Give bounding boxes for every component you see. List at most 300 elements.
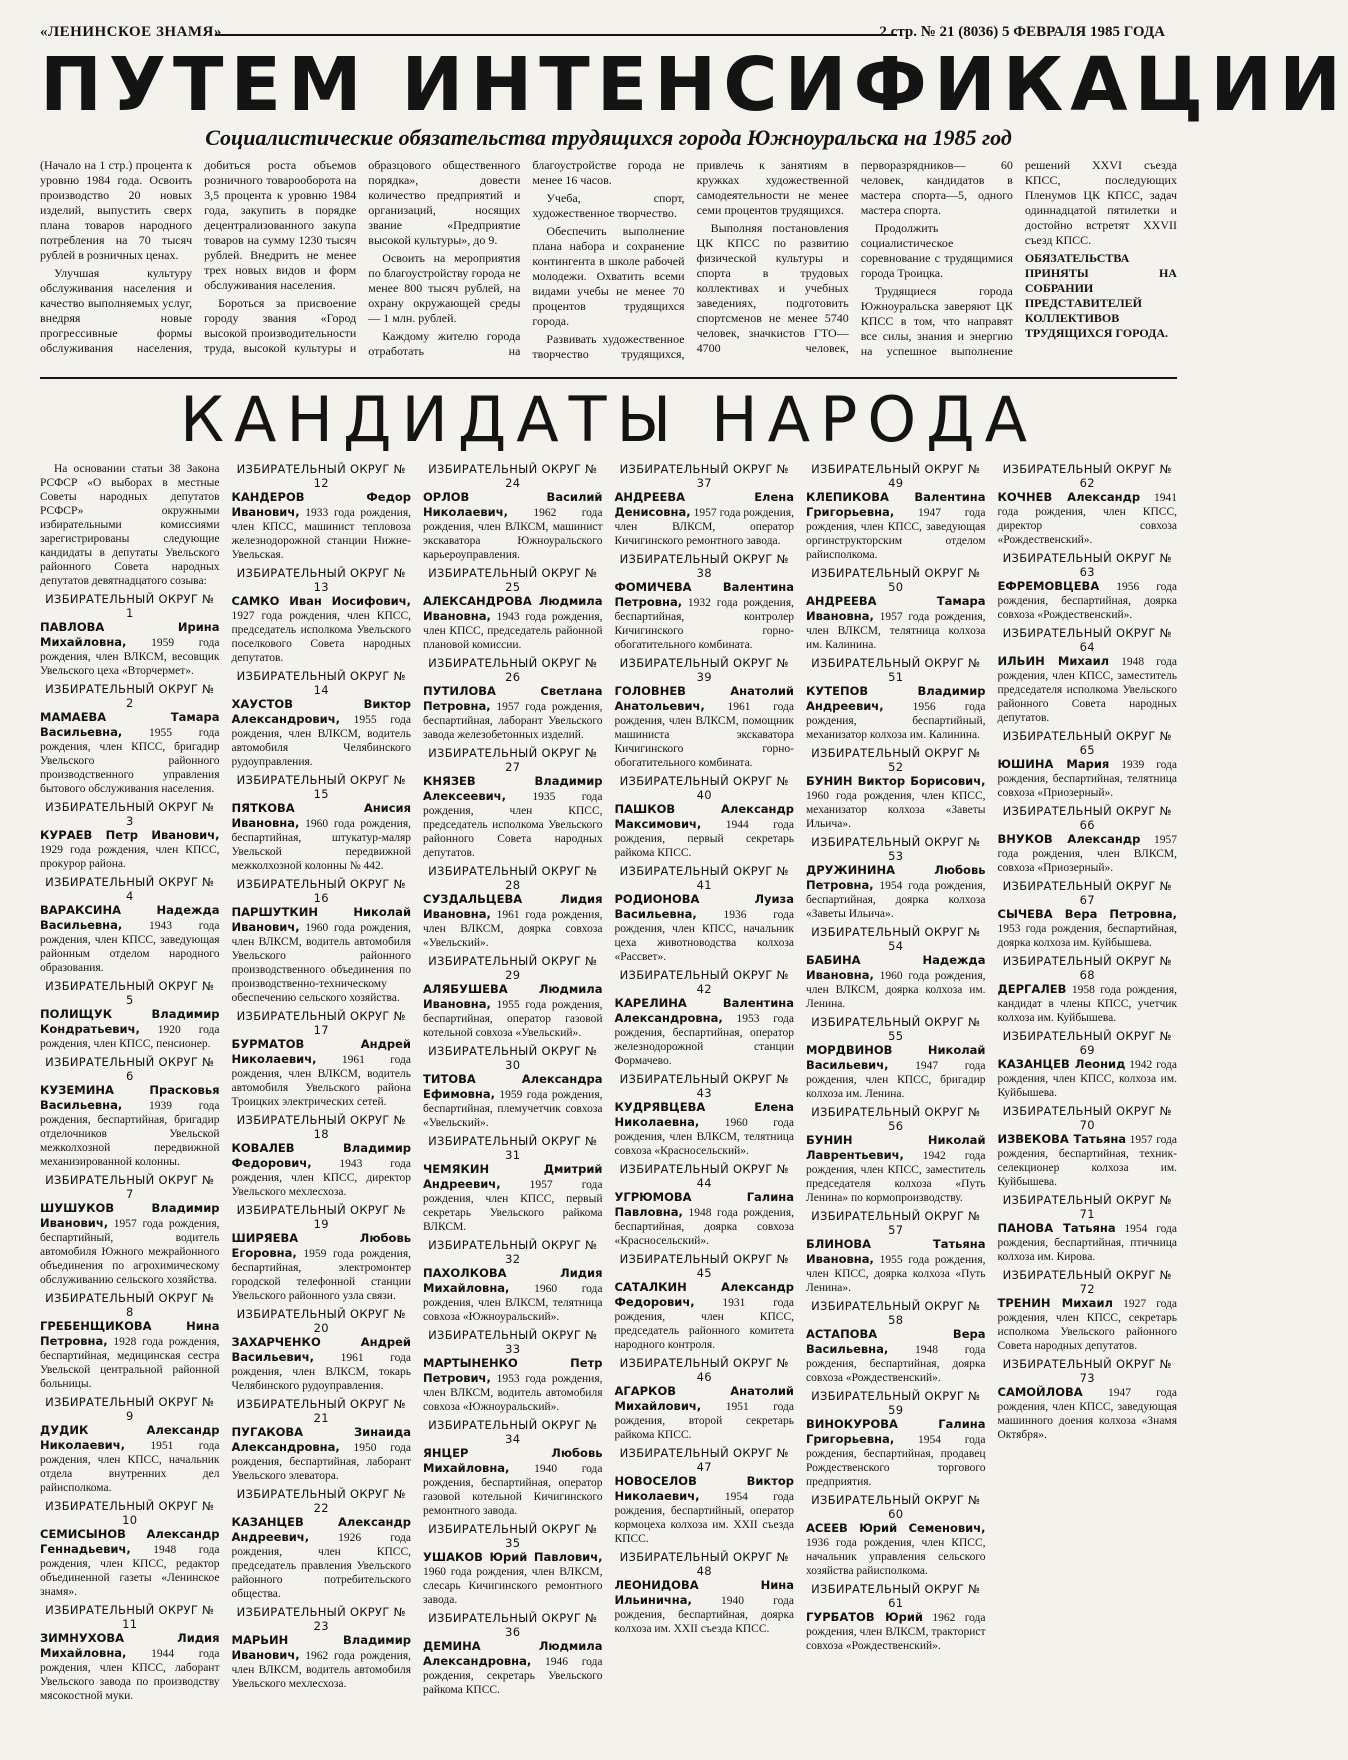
candidate-name: КУРАЕВ Петр Иванович, xyxy=(40,828,220,842)
candidate-text xyxy=(615,1100,795,1158)
candidate-bio: 1942 года рождения, член КПСС, колхоза им. Куйбышева. xyxy=(997,1059,1177,1099)
candidate-text xyxy=(423,982,603,1040)
candidate-bio: 1927 года рождения, член КПСС, секретарь исполкома Увельского районного Совета народных депутатов. xyxy=(997,1298,1177,1352)
candidate-bio: 1957 года рождения, беспартийная, лаборант Увельского завода железобетонных изделий. xyxy=(423,701,603,741)
candidate-entry xyxy=(998,551,1178,622)
candidate-bio: 1929 года рождения, член КПСС, прокурор района. xyxy=(40,844,220,870)
candidate-text xyxy=(806,684,986,742)
candidate-entry xyxy=(232,1009,412,1109)
candidate-name: АНДРЕЕВА Тамара Ивановна, xyxy=(806,594,986,623)
candidate-entry xyxy=(615,656,795,770)
candidate-text xyxy=(232,1335,412,1393)
candidate-entry xyxy=(615,1162,795,1248)
candidate-entry xyxy=(40,1395,220,1495)
article1-paragraph: Освоить на мероприятия по благоустройству города не менее 800 тысяч рублей, на охрану окружающей среды — 1 млн. рублей. xyxy=(368,251,521,325)
candidate-entry xyxy=(232,462,412,562)
district-label: ИЗБИРАТЕЛЬНЫЙ ОКРУГ № 69 xyxy=(1002,1029,1172,1057)
candidate-text xyxy=(806,1327,986,1385)
candidate-text xyxy=(615,580,795,652)
candidate-entry xyxy=(423,1328,603,1414)
candidate-name: АЛЕКСАНДРОВА Людмила Ивановна, xyxy=(423,594,603,623)
candidate-text xyxy=(423,684,603,742)
candidate-name: КАЗАНЦЕВ Леонид xyxy=(997,1057,1126,1071)
district-label: ИЗБИРАТЕЛЬНЫЙ ОКРУГ № 70 xyxy=(1002,1104,1172,1132)
district-label: ИЗБИРАТЕЛЬНЫЙ ОКРУГ № 62 xyxy=(1002,462,1172,490)
candidate-entry xyxy=(423,1522,603,1607)
candidate-bio: 1955 года рождения, член КПСС, бригадир Увельского районного производственного управления бытового обслуживания населения. xyxy=(40,727,220,795)
candidate-bio: 1943 года рождения, член КПСС, заведующая районным отделом народного образования. xyxy=(40,920,220,974)
candidate-bio: 1962 года рождения, член ВЛКСМ, машинист экскаватора Южноуральского карьероуправления. xyxy=(423,507,603,561)
district-label: ИЗБИРАТЕЛЬНЫЙ ОКРУГ № 59 xyxy=(811,1389,981,1417)
candidate-text xyxy=(232,1141,412,1199)
district-label: ИЗБИРАТЕЛЬНЫЙ ОКРУГ № 5 xyxy=(45,979,215,1007)
candidate-entry xyxy=(40,1055,220,1169)
candidate-bio: 1944 года рождения, первый секретарь райкома КПСС. xyxy=(614,819,794,859)
candidate-entry xyxy=(40,1499,220,1599)
candidate-bio: 1940 года рождения, беспартийная, оператор газовой котельной Кичигинского ремонтного завода. xyxy=(423,1463,603,1517)
candidate-bio: 1953 года рождения, беспартийная, доярка колхоза им. Куйбышева. xyxy=(997,923,1177,949)
candidate-name: ПОЛИЩУК Владимир Кондратьевич, xyxy=(40,1007,220,1036)
candidate-name: МАМАЕВА Тамара Васильевна, xyxy=(40,710,220,739)
candidate-entry xyxy=(423,954,603,1040)
candidate-name: ОРЛОВ Василий Николаевич, xyxy=(423,490,603,519)
candidate-bio: 1947 года рождения, член КПСС, заведующая машинного доения колхоза «Знамя Октября». xyxy=(997,1387,1177,1441)
candidate-text xyxy=(998,1385,1178,1442)
newspaper-name: «ЛЕНИНСКОЕ ЗНАМЯ» xyxy=(40,24,222,40)
candidate-text xyxy=(40,1083,220,1169)
district-label: ИЗБИРАТЕЛЬНЫЙ ОКРУГ № 54 xyxy=(811,925,981,953)
candidate-bio: 1943 года рождения, член КПСС, директор Увельского мехлесхоза. xyxy=(231,1158,411,1198)
district-label: ИЗБИРАТЕЛЬНЫЙ ОКРУГ № 63 xyxy=(1002,551,1172,579)
candidate-bio: 1932 года рождения, беспартийная, контролер Кичигинского горно-обогатительного комбината. xyxy=(614,597,794,651)
district-label: ИЗБИРАТЕЛЬНЫЙ ОКРУГ № 47 xyxy=(619,1446,789,1474)
district-label: ИЗБИРАТЕЛЬНЫЙ ОКРУГ № 61 xyxy=(811,1582,981,1610)
candidate-text xyxy=(806,1610,986,1653)
candidate-bio: 1940 года рождения, беспартийная, доярка колхоза им. XXII съезда КПСС. xyxy=(614,1595,794,1635)
candidate-name: ИЗВЕКОВА Татьяна xyxy=(997,1132,1127,1146)
district-label: ИЗБИРАТЕЛЬНЫЙ ОКРУГ № 14 xyxy=(236,669,406,697)
candidate-entry xyxy=(232,669,412,769)
candidate-text xyxy=(806,594,986,652)
district-label: ИЗБИРАТЕЛЬНЫЙ ОКРУГ № 29 xyxy=(428,954,598,982)
candidate-bio: 1959 года рождения, беспартийная, племучетчик совхоза «Увельский». xyxy=(423,1089,603,1129)
candidate-text xyxy=(40,828,220,871)
candidate-entry xyxy=(615,1072,795,1158)
candidate-bio: 1957 года рождения, член ВЛКСМ, телятница колхоза им. Калинина. xyxy=(806,611,986,651)
candidate-bio: 1961 года рождения, член ВЛКСМ, токарь Челябинского рудоуправления. xyxy=(231,1352,411,1392)
candidate-entry xyxy=(615,1252,795,1352)
candidate-bio: 1955 года рождения, член КПСС, доярка колхоза «Путь Ленина». xyxy=(806,1254,986,1294)
candidate-entry xyxy=(40,800,220,871)
district-label: ИЗБИРАТЕЛЬНЫЙ ОКРУГ № 7 xyxy=(45,1173,215,1201)
candidate-text xyxy=(423,1356,603,1414)
candidate-text xyxy=(998,579,1178,622)
district-label: ИЗБИРАТЕЛЬНЫЙ ОКРУГ № 57 xyxy=(811,1209,981,1237)
candidate-bio: 1954 года рождения, беспартийная, продавец Рождественского торгового предприятия. xyxy=(806,1434,986,1488)
article2-intro: На основании статьи 38 Закона РСФСР «О выборах в местные Советы народных депутатов РСФСР» окружными избирательными комиссиями зарегистрированы следующие кандидаты в депутаты Увельского районного Совета народных депутатов девятнадцатого созыва: xyxy=(40,463,220,587)
candidate-name: БАБИНА Надежда Ивановна, xyxy=(806,953,986,982)
candidate-entry xyxy=(40,1173,220,1287)
candidate-name: ЗИМНУХОВА Лидия Михайловна, xyxy=(40,1631,220,1660)
candidate-text xyxy=(998,1057,1178,1100)
candidate-text xyxy=(998,1221,1178,1264)
candidate-bio: 1939 года рождения, беспартийная, телятница совхоза «Приозерный». xyxy=(997,759,1177,799)
district-label: ИЗБИРАТЕЛЬНЫЙ ОКРУГ № 31 xyxy=(428,1134,598,1162)
candidate-name: ФОМИЧЕВА Валентина Петровна, xyxy=(614,580,794,609)
district-label: ИЗБИРАТЕЛЬНЫЙ ОКРУГ № 56 xyxy=(811,1105,981,1133)
article1-paragraph: Продолжить социалистическое соревнование с трудящимися города Троицка. xyxy=(860,221,1013,280)
candidate-entry xyxy=(806,835,986,921)
candidate-text xyxy=(232,697,412,769)
district-label: ИЗБИРАТЕЛЬНЫЙ ОКРУГ № 68 xyxy=(1002,954,1172,982)
candidate-name: КЛЕПИКОВА Валентина Григорьевна, xyxy=(806,490,986,519)
candidate-entry xyxy=(40,875,220,975)
candidate-name: КАРЕЛИНА Валентина Александровна, xyxy=(614,996,794,1025)
district-label: ИЗБИРАТЕЛЬНЫЙ ОКРУГ № 40 xyxy=(619,774,789,802)
candidate-entry xyxy=(423,462,603,562)
candidate-text xyxy=(998,490,1178,547)
candidate-entry xyxy=(998,462,1178,547)
candidate-name: ДЕРГАЛЕВ xyxy=(997,982,1067,996)
candidate-entry xyxy=(806,462,986,562)
candidate-name: ЮШИНА Мария xyxy=(997,757,1110,771)
candidate-name: ЗАХАРЧЕНКО Андрей Васильевич, xyxy=(231,1335,411,1364)
candidate-text xyxy=(615,490,795,548)
candidate-bio: 1957 года рождения, член ВЛКСМ, совхоза «Приозерный». xyxy=(997,834,1178,874)
article1-paragraph: (Начало на 1 стр.) процента к уровню 1984 года. Освоить производство 20 новых изделий, выпустить сверх плана товаров народного потребления на 70 тысяч рублей в розничных ценах. xyxy=(40,158,193,262)
district-label: ИЗБИРАТЕЛЬНЫЙ ОКРУГ № 44 xyxy=(619,1162,789,1190)
district-label: ИЗБИРАТЕЛЬНЫЙ ОКРУГ № 17 xyxy=(236,1009,406,1037)
candidate-entry xyxy=(40,1603,220,1703)
candidate-text xyxy=(998,982,1178,1025)
candidate-name: КУЗЕМИНА Прасковья Васильевна, xyxy=(40,1083,220,1112)
candidate-text xyxy=(423,774,603,860)
candidate-entry xyxy=(998,1029,1178,1100)
candidate-text xyxy=(232,801,412,873)
candidate-bio: 1960 года рождения, член ВЛКСМ, телятница совхоза «Красносельский». xyxy=(614,1117,794,1157)
candidate-bio: 1960 года рождения, член КПСС, механизатор колхоза «Заветы Ильича». xyxy=(806,790,986,830)
candidate-bio: 1957 года рождения, беспартийная, техник-селекционер колхоза им. Куйбышева. xyxy=(997,1134,1177,1188)
district-label: ИЗБИРАТЕЛЬНЫЙ ОКРУГ № 42 xyxy=(619,968,789,996)
candidate-text xyxy=(615,684,795,770)
candidate-name: БУНИН Николай Лаврентьевич, xyxy=(806,1133,986,1162)
candidate-bio: 1960 года рождения, член ВЛКСМ, слесарь Кичигинского ремонтного завода. xyxy=(423,1566,603,1606)
candidate-entry xyxy=(423,1238,603,1324)
candidate-text xyxy=(40,1319,220,1391)
district-label: ИЗБИРАТЕЛЬНЫЙ ОКРУГ № 35 xyxy=(428,1522,598,1550)
candidate-name: САТАЛКИН Александр Федорович, xyxy=(614,1280,794,1309)
district-label: ИЗБИРАТЕЛЬНЫЙ ОКРУГ № 36 xyxy=(428,1611,598,1639)
candidate-name: КАЗАНЦЕВ Александр Андреевич, xyxy=(231,1515,411,1544)
candidate-name: ТИТОВА Александра Ефимовна, xyxy=(423,1072,603,1101)
district-label: ИЗБИРАТЕЛЬНЫЙ ОКРУГ № 53 xyxy=(811,835,981,863)
candidate-text xyxy=(998,1296,1178,1353)
candidate-entry xyxy=(998,626,1178,725)
district-label: ИЗБИРАТЕЛЬНЫЙ ОКРУГ № 30 xyxy=(428,1044,598,1072)
district-label: ИЗБИРАТЕЛЬНЫЙ ОКРУГ № 37 xyxy=(619,462,789,490)
candidate-name: ПУТИЛОВА Светлана Петровна, xyxy=(423,684,603,713)
candidate-text xyxy=(40,903,220,975)
candidate-text xyxy=(232,594,412,665)
article1-paragraph: Выполняя постановления ЦК КПСС по развитию физической культуры и спорта в трудовых коллективах и учебных заведениях, подготовить спортсменов не менее 5740 человек, значкистов ГТО— 4700 человек, перворазрядников— 60 человек, кандидатов в мастера спорта—5, одного мастера спорта. xyxy=(696,158,1013,355)
candidate-entry xyxy=(40,1291,220,1391)
candidate-name: ДЕМИНА Людмила Александровна, xyxy=(423,1639,603,1668)
candidate-bio: 1962 года рождения, член ВЛКСМ, тракторист совхоза «Рождественский». xyxy=(806,1612,986,1652)
district-label: ИЗБИРАТЕЛЬНЫЙ ОКРУГ № 9 xyxy=(45,1395,215,1423)
candidate-name: ШИРЯЕВА Любовь Егоровна, xyxy=(231,1231,411,1260)
candidate-entry xyxy=(615,1356,795,1442)
district-label: ИЗБИРАТЕЛЬНЫЙ ОКРУГ № 50 xyxy=(811,566,981,594)
candidate-bio: 1947 года рождения, член КПСС, заведующая оргинструкторским отделом райисполкома. xyxy=(806,507,986,561)
candidate-bio: 1926 года рождения, член КПСС, председатель правления Увельского районного потребительского общества. xyxy=(231,1532,411,1600)
district-label: ИЗБИРАТЕЛЬНЫЙ ОКРУГ № 28 xyxy=(428,864,598,892)
candidate-text xyxy=(423,1266,603,1324)
candidate-entry xyxy=(998,879,1178,950)
district-label: ИЗБИРАТЕЛЬНЫЙ ОКРУГ № 60 xyxy=(811,1493,981,1521)
candidate-entry xyxy=(615,462,795,548)
candidate-entry xyxy=(615,864,795,964)
district-label: ИЗБИРАТЕЛЬНЫЙ ОКРУГ № 25 xyxy=(428,566,598,594)
candidate-bio: 1944 года рождения, член КПСС, лаборант Увельского завода по производству мясокостной муки. xyxy=(40,1648,220,1702)
candidate-bio: 1943 года рождения, член КПСС, председатель районной плановой комиссии. xyxy=(423,611,603,651)
candidate-name: ДРУЖИНИНА Любовь Петровна, xyxy=(806,863,986,892)
district-label: ИЗБИРАТЕЛЬНЫЙ ОКРУГ № 19 xyxy=(236,1203,406,1231)
district-label: ИЗБИРАТЕЛЬНЫЙ ОКРУГ № 48 xyxy=(619,1550,789,1578)
candidate-text xyxy=(232,1231,412,1303)
candidate-entry xyxy=(423,566,603,652)
district-label: ИЗБИРАТЕЛЬНЫЙ ОКРУГ № 39 xyxy=(619,656,789,684)
candidate-name: ДУДИК Александр Николаевич, xyxy=(40,1423,220,1452)
candidate-name: БУНИН Виктор Борисович, xyxy=(806,774,986,788)
candidate-entry xyxy=(806,925,986,1011)
candidate-bio: 1960 года рождения, член ВЛКСМ, водитель автомобиля Увельского районного производственного объединения по производственно-техническому обеспечению сельского хозяйства. xyxy=(231,922,411,1004)
candidate-name: ВНУКОВ Александр xyxy=(997,832,1141,846)
candidate-entry xyxy=(40,682,220,796)
candidate-bio: 1956 года рождения, беспартийный, механизатор колхоза им. Калинина. xyxy=(806,701,986,741)
district-label: ИЗБИРАТЕЛЬНЫЙ ОКРУГ № 6 xyxy=(45,1055,215,1083)
candidate-name: ЛЕОНИДОВА Нина Ильинична, xyxy=(614,1578,794,1607)
candidate-bio: 1958 года рождения, кандидат в члены КПСС, учетчик колхоза им. Куйбышева. xyxy=(997,984,1177,1024)
candidate-text xyxy=(232,490,412,562)
candidate-text xyxy=(806,1043,986,1101)
candidate-text xyxy=(806,1133,986,1205)
candidate-entry xyxy=(40,979,220,1051)
candidate-bio: 1953 года рождения, член ВЛКСМ, водитель автомобиля совхоза «Южноуральский». xyxy=(423,1373,603,1413)
district-label: ИЗБИРАТЕЛЬНЫЙ ОКРУГ № 3 xyxy=(45,800,215,828)
district-label: ИЗБИРАТЕЛЬНЫЙ ОКРУГ № 38 xyxy=(619,552,789,580)
candidate-name: СЫЧЕВА Вера Петровна, xyxy=(997,907,1177,921)
candidate-entry xyxy=(615,968,795,1068)
district-label: ИЗБИРАТЕЛЬНЫЙ ОКРУГ № 41 xyxy=(619,864,789,892)
candidate-bio: 1960 года рождения, беспартийная, штукатур-маляр Увельской передвижной межколхозной колонны № 442. xyxy=(231,818,411,872)
candidate-name: БЛИНОВА Татьяна Ивановна, xyxy=(806,1237,986,1266)
article2-headline: КАНДИДАТЫ НАРОДА xyxy=(179,383,1038,456)
district-label: ИЗБИРАТЕЛЬНЫЙ ОКРУГ № 4 xyxy=(45,875,215,903)
candidate-text xyxy=(232,1633,412,1691)
candidate-entry xyxy=(806,1209,986,1295)
candidate-text xyxy=(40,1527,220,1599)
candidate-bio: 1961 года рождения, член ВЛКСМ, водитель автомобиля Увельского района Троицких электрических сетей. xyxy=(231,1054,411,1108)
candidate-bio: 1936 года рождения, член КПСС, начальник управления сельского хозяйства райисполкома. xyxy=(806,1537,986,1577)
district-label: ИЗБИРАТЕЛЬНЫЙ ОКРУГ № 18 xyxy=(236,1113,406,1141)
district-label: ИЗБИРАТЕЛЬНЫЙ ОКРУГ № 24 xyxy=(428,462,598,490)
candidate-name: ГУРБАТОВ Юрий xyxy=(806,1610,923,1624)
candidate-text xyxy=(998,907,1178,950)
candidate-bio: 1936 года рождения, член КПСС, начальник цеха животноводства колхоза «Рассвет». xyxy=(614,909,794,963)
candidate-text xyxy=(998,1132,1178,1189)
candidate-text xyxy=(40,1201,220,1287)
candidate-text xyxy=(40,1631,220,1703)
candidate-bio: 1957 года рождения, член КПСС, первый секретарь Увельского райкома ВЛКСМ. xyxy=(423,1179,603,1233)
candidate-text xyxy=(615,802,795,860)
candidate-bio: 1954 года рождения, беспартийная, птичница колхоза им. Кирова. xyxy=(997,1223,1178,1263)
candidate-text xyxy=(615,996,795,1068)
district-label: ИЗБИРАТЕЛЬНЫЙ ОКРУГ № 43 xyxy=(619,1072,789,1100)
district-label: ИЗБИРАТЕЛЬНЫЙ ОКРУГ № 16 xyxy=(236,877,406,905)
candidate-name: АСТАПОВА Вера Васильевна, xyxy=(806,1327,986,1356)
candidate-text xyxy=(806,1521,986,1578)
candidate-text xyxy=(806,490,986,562)
candidate-entry xyxy=(423,1134,603,1234)
candidate-name: АГАРКОВ Анатолий Михайлович, xyxy=(614,1384,794,1413)
candidate-text xyxy=(615,1280,795,1352)
article1-paragraph: Каждому жителю города отработать на благоустройстве города не менее 16 часов. xyxy=(368,158,685,358)
candidate-bio: 1951 года рождения, второй секретарь райкома КПСС. xyxy=(614,1401,794,1441)
district-label: ИЗБИРАТЕЛЬНЫЙ ОКРУГ № 64 xyxy=(1002,626,1172,654)
candidate-bio: 1928 года рождения, беспартийная, медицинская сестра Увельской центральной районной больницы. xyxy=(40,1336,220,1390)
candidate-name: ХАУСТОВ Виктор Александрович, xyxy=(231,697,411,726)
candidate-name: ШУШУКОВ Владимир Иванович, xyxy=(40,1201,220,1230)
candidate-entry xyxy=(40,592,220,678)
candidate-name: САМОЙЛОВА xyxy=(997,1385,1083,1399)
candidate-bio: 1931 года рождения, член КПСС, председатель районного комитета народного контроля. xyxy=(614,1297,794,1351)
candidate-entry xyxy=(806,746,986,831)
district-label: ИЗБИРАТЕЛЬНЫЙ ОКРУГ № 33 xyxy=(428,1328,598,1356)
candidate-entry xyxy=(998,954,1178,1025)
candidate-text xyxy=(232,1037,412,1109)
candidate-name: КУДРЯВЦЕВА Елена Николаевна, xyxy=(614,1100,794,1129)
candidate-name: НОВОСЕЛОВ Виктор Николаевич, xyxy=(614,1474,794,1503)
candidate-entry xyxy=(232,877,412,1005)
district-label: ИЗБИРАТЕЛЬНЫЙ ОКРУГ № 72 xyxy=(1002,1268,1172,1296)
candidate-entry xyxy=(423,746,603,860)
district-label: ИЗБИРАТЕЛЬНЫЙ ОКРУГ № 51 xyxy=(811,656,981,684)
candidate-name: ПЯТКОВА Анисия Ивановна, xyxy=(231,801,411,830)
candidate-entry xyxy=(423,1611,603,1697)
district-label: ИЗБИРАТЕЛЬНЫЙ ОКРУГ № 49 xyxy=(811,462,981,490)
candidate-text xyxy=(423,1162,603,1234)
district-label: ИЗБИРАТЕЛЬНЫЙ ОКРУГ № 45 xyxy=(619,1252,789,1280)
candidate-name: КУТЕПОВ Владимир Андреевич, xyxy=(806,684,986,713)
candidate-entry xyxy=(232,1605,412,1691)
candidate-bio: 1920 года рождения, член КПСС, пенсионер. xyxy=(40,1024,220,1050)
candidate-name: ВИНОКУРОВА Галина Григорьевна, xyxy=(806,1417,986,1446)
candidate-text xyxy=(615,1578,795,1636)
candidate-name: САМКО Иван Иосифович, xyxy=(231,594,411,608)
candidate-text xyxy=(40,1423,220,1495)
candidate-name: МАРТЫНЕНКО Петр Петрович, xyxy=(423,1356,603,1385)
candidate-text xyxy=(40,620,220,678)
candidate-bio: 1948 года рождения, член КПСС, редактор объединенной газеты «Ленинское знамя». xyxy=(40,1544,220,1598)
candidate-name: ТРЕНИН Михаил xyxy=(997,1296,1113,1310)
candidate-name: РОДИОНОВА Луиза Васильевна, xyxy=(614,892,794,921)
candidate-bio: 1957 года рождения, член ВЛКСМ, оператор Кичигинского ремонтного завода. xyxy=(614,507,794,547)
candidate-bio: 1956 года рождения, беспартийная, доярка совхоза «Рождественский». xyxy=(997,581,1177,621)
candidate-bio: 1955 года рождения, беспартийная, оператор газовой котельной совхоза «Увельский». xyxy=(423,999,603,1039)
candidate-entry xyxy=(423,864,603,950)
article1-paragraph: Трудящиеся города Южноуральска заверяют ЦК КПСС в том, что направят все силы, знания и энергию на успешное выполнение решений XXVI съезда КПСС, последующих Пленумов ЦК КПСС, задач одиннадцатой пятилетки и достойно встретят XXVII съезд КПСС. xyxy=(860,158,1177,358)
candidate-text xyxy=(615,1190,795,1248)
candidate-bio: 1935 года рождения, член КПСС, председатель исполкома Увельского районного Совета народных депутатов. xyxy=(423,791,603,859)
candidate-text xyxy=(423,1639,603,1697)
article1-paragraph: Обеспечить выполнение плана набора и сохранение контингента в школе рабочей молодежи. Охватить всеми видами учебы не менее 70 процентов трудящихся города. xyxy=(532,224,685,328)
section-divider xyxy=(40,377,1177,379)
candidate-bio: 1950 года рождения, беспартийная, лаборант Увельского элеватора. xyxy=(231,1442,411,1482)
candidate-name: КНЯЗЕВ Владимир Алексеевич, xyxy=(423,774,603,803)
candidate-entry xyxy=(806,1493,986,1578)
candidate-bio: 1948 года рождения, беспартийная, доярка совхоза «Красносельский». xyxy=(614,1207,794,1247)
district-label: ИЗБИРАТЕЛЬНЫЙ ОКРУГ № 58 xyxy=(811,1299,981,1327)
candidate-text xyxy=(806,863,986,921)
candidate-entry xyxy=(998,1193,1178,1264)
issue-info: 2 стр. № 21 (8036) 5 ФЕВРАЛЯ 1985 ГОДА xyxy=(879,24,1165,40)
article1-body xyxy=(40,158,1177,373)
candidate-name: ВАРАКСИНА Надежда Васильевна, xyxy=(40,903,220,932)
candidate-bio: 1959 года рождения, беспартийная, электромонтер городской телефонной станции Увельского районного узла связи. xyxy=(231,1248,411,1302)
candidate-entry xyxy=(615,1446,795,1546)
district-label: ИЗБИРАТЕЛЬНЫЙ ОКРУГ № 46 xyxy=(619,1356,789,1384)
candidate-name: ПАХОЛКОВА Лидия Михайловна, xyxy=(423,1266,603,1295)
candidate-bio: 1954 года рождения, беспартийная, доярка колхоза «Заветы Ильича». xyxy=(806,880,986,920)
article1-paragraph: Учеба, спорт, художественное творчество. xyxy=(532,191,685,220)
candidate-entry xyxy=(232,1113,412,1199)
candidate-entry xyxy=(423,656,603,742)
candidates-list xyxy=(40,462,1177,1752)
candidate-bio: 1948 года рождения, член КПСС, заместитель председателя исполкома Увельского районного Совета народных депутатов. xyxy=(997,656,1178,724)
candidate-text xyxy=(998,757,1178,800)
district-label: ИЗБИРАТЕЛЬНЫЙ ОКРУГ № 12 xyxy=(236,462,406,490)
district-label: ИЗБИРАТЕЛЬНЫЙ ОКРУГ № 27 xyxy=(428,746,598,774)
candidate-bio: 1942 года рождения, член КПСС, заместитель председателя колхоза «Путь Ленина» по кормопроизводству. xyxy=(806,1150,986,1204)
candidate-entry xyxy=(998,1104,1178,1189)
candidate-entry xyxy=(615,552,795,652)
candidate-entry xyxy=(998,804,1178,875)
candidate-text xyxy=(40,1007,220,1051)
candidate-name: АЛЯБУШЕВА Людмила Ивановна, xyxy=(423,982,603,1011)
candidate-text xyxy=(615,1474,795,1546)
candidate-entry xyxy=(998,729,1178,800)
candidate-text xyxy=(423,1446,603,1518)
candidate-text xyxy=(232,905,412,1005)
candidate-text xyxy=(232,1425,412,1483)
candidate-entry xyxy=(615,1550,795,1636)
candidate-bio: 1961 года рождения, член ВЛКСМ, доярка совхоза «Увельский». xyxy=(423,909,603,949)
candidate-name: МОРДВИНОВ Николай Васильевич, xyxy=(806,1043,986,1072)
article1-paragraph: Улучшая культуру обслуживания населения и качество выполняемых услуг, внедряя новые прогрессивные формы обслуживания населения, добиться роста объемов розничного товарооборота на 3,5 процента к уровню 1984 года, закупить в порядке децентрализованного закупа товаров на сумму 1230 тысяч рублей. Внедрить не менее трех новых видов и форм обслуживания населения. xyxy=(40,158,357,355)
candidate-bio: 1960 года рождения, член ВЛКСМ, доярка колхоза им. Ленина. xyxy=(806,970,986,1010)
candidate-name: ПУГАКОВА Зинаида Александровна, xyxy=(231,1425,411,1454)
district-label: ИЗБИРАТЕЛЬНЫЙ ОКРУГ № 55 xyxy=(811,1015,981,1043)
candidate-name: КАНДЕРОВ Федор Иванович, xyxy=(231,490,411,519)
candidate-bio: 1946 года рождения, секретарь Увельского райкома КПСС. xyxy=(423,1656,603,1696)
candidate-entry xyxy=(232,1307,412,1393)
candidate-text xyxy=(232,1515,412,1601)
candidate-text xyxy=(998,654,1178,725)
candidate-text xyxy=(615,892,795,964)
candidate-name: ПАВЛОВА Ирина Михайловна, xyxy=(40,620,220,649)
district-label: ИЗБИРАТЕЛЬНЫЙ ОКРУГ № 20 xyxy=(236,1307,406,1335)
candidate-bio: 1961 года рождения, член ВЛКСМ, помощник машиниста экскаватора Кичигинского горно-обогатительного комбината. xyxy=(614,701,794,769)
